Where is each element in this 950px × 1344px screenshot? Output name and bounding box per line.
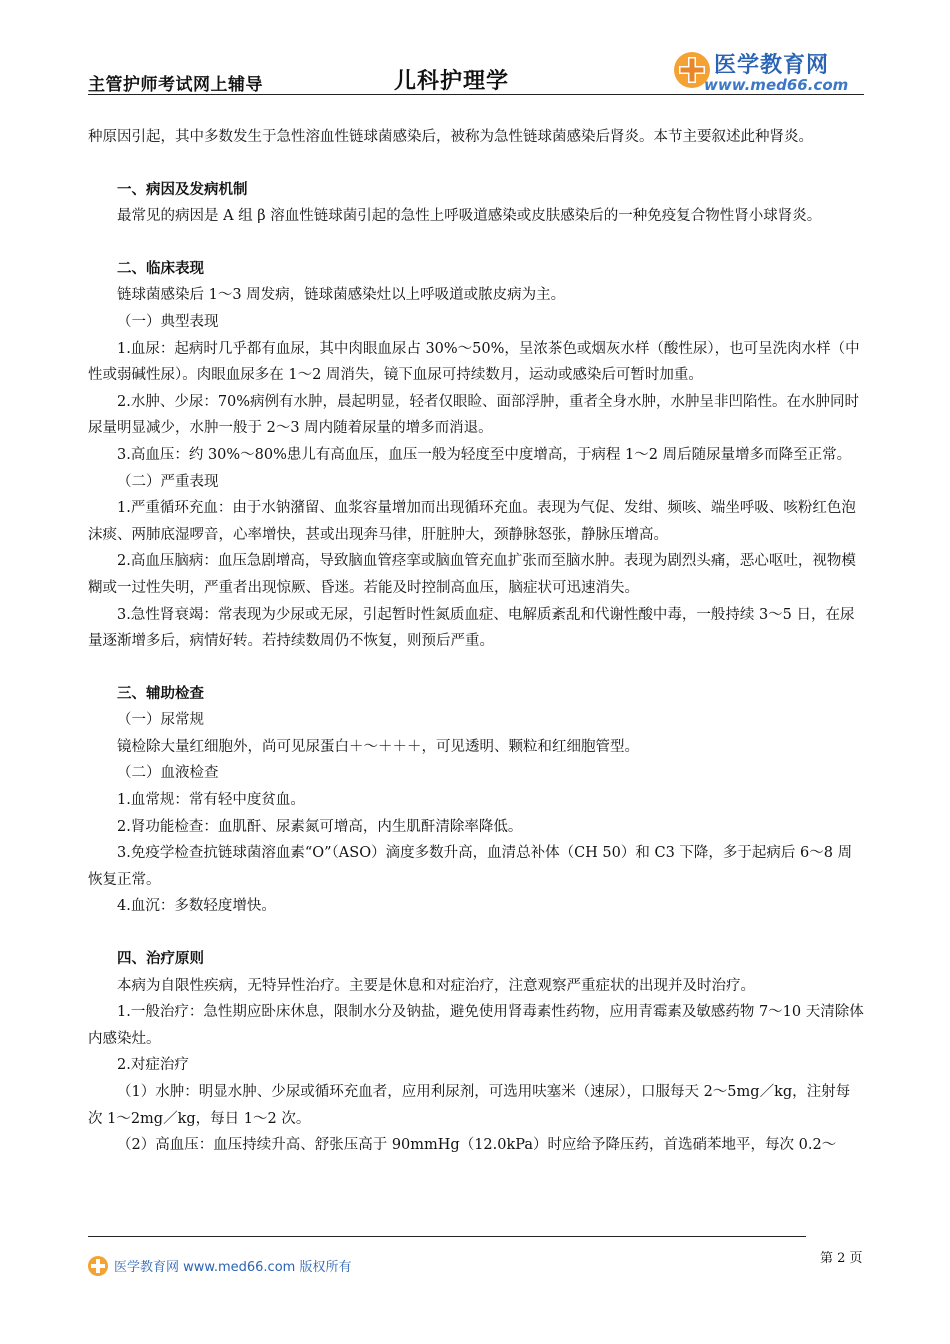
- paragraph: 1.严重循环充血：由于水钠潴留、血浆容量增加而出现循环充血。表现为气促、发绀、频咳、端坐呼吸、咳粉红色泡沫痰、两肺底湿啰音，心率增快，甚或出现奔马律，肝脏肿大，颈静脉怒张，静脉压增高。: [88, 500, 856, 543]
- paragraph: 2.水肿、少尿：70%病例有水肿，晨起明显，轻者仅眼睑、面部浮肿，重者全身水肿，水肿呈非凹陷性。在水肿同时尿量明显减少，水肿一般于 2～3 周内随着尿量的增多而消退。: [88, 393, 860, 437]
- paragraph: 3.免疫学检查抗链球菌溶血素“O”（ASO）滴度多数升高，血清总补体（CH 50）和 C3 下降，多于起病后 6～8 周恢复正常。: [88, 845, 853, 888]
- paragraph: 3.高血压：约 30%～80%患儿有高血压，血压一般为轻度至中度增高，于病程 1～2 周后随尿量增多而降至正常。: [117, 446, 852, 463]
- logo-site-name: 医学教育网: [714, 53, 830, 78]
- paragraph: （二）血液检查: [117, 765, 219, 782]
- page-footer: [88, 1254, 864, 1278]
- paragraph: 2.肾功能检查：血肌酐、尿素氮可增高，内生肌酐清除率降低。: [117, 818, 523, 835]
- footer-divider: [88, 1236, 806, 1237]
- paragraph: 镜检除大量红细胞外，尚可见尿蛋白＋～＋＋＋，可见透明、颗粒和红细胞管型。: [117, 738, 639, 755]
- paragraph: 1.血尿：起病时几乎都有血尿，其中肉眼血尿占 30%～50%，呈浓茶色或烟灰水样（酸性尿），也可呈洗肉水样（中性或弱碱性尿）。肉眼血尿多在 1～2 周消失，镜下血尿可持续数月，运动或感染后可暂时加重。: [88, 340, 860, 384]
- paragraph: 1.血常规：常有轻中度贫血。: [117, 792, 305, 809]
- paragraph: 种原因引起，其中多数发生于急性溶血性链球菌感染后，被称为急性链球菌感染后肾炎。本节主要叙述此种肾炎。: [88, 129, 813, 145]
- paragraph: （一）尿常规: [117, 712, 204, 729]
- page-number: 第 2 页: [820, 1251, 863, 1266]
- footer-copyright: 医学教育网 www.med66.com 版权所有: [114, 1260, 352, 1275]
- section-heading: 一、病因及发病机制: [117, 181, 248, 198]
- section-heading: 三、辅助检查: [117, 685, 204, 702]
- section-heading: 二、临床表现: [117, 260, 204, 277]
- paragraph: （一）典型表现: [117, 313, 219, 330]
- paragraph: 本病为自限性疾病，无特异性治疗。主要是休息和对症治疗，注意观察严重症状的出现并及时治疗。: [117, 977, 755, 994]
- logo-site-url: www.med66.com: [704, 76, 849, 94]
- header-divider: [88, 94, 864, 95]
- paragraph: （1）水肿：明显水肿、少尿或循环充血者，应用利尿剂，可选用呋塞米（速尿），口服每天 2～5mg／kg，注射每次 1～2mg／kg，每日 1～2 次。: [88, 1084, 851, 1127]
- paragraph: （2）高血压：血压持续升高、舒张压高于 90mmHg（12.0kPa）时应给予降压药，首选硝苯地平，每次 0.2～: [117, 1137, 837, 1154]
- medical-cross-icon: [88, 1256, 108, 1276]
- section-heading: 四、治疗原则: [117, 951, 204, 968]
- paragraph: 2.对症治疗: [117, 1057, 189, 1074]
- paragraph: 2.高血压脑病：血压急剧增高，导致脑血管痉挛或脑血管充血扩张而至脑水肿。表现为剧烈头痛，恶心呕吐，视物模糊或一过性失明，严重者出现惊厥、昏迷。若能及时控制高血压，脑症状可迅速消失。: [88, 553, 856, 596]
- document-body: [88, 124, 864, 1159]
- header-subject-title: 儿科护理学: [394, 69, 510, 94]
- paragraph: 4.血沉：多数轻度增快。: [117, 898, 276, 915]
- paragraph: 最常见的病因是 A 组 β 溶血性链球菌引起的急性上呼吸道感染或皮肤感染后的一种免疫复合物性肾小球肾炎。: [117, 208, 822, 225]
- paragraph: 3.急性肾衰竭：常表现为少尿或无尿，引起暂时性氮质血症、电解质紊乱和代谢性酸中毒，一般持续 3～5 日，在尿量逐渐增多后，病情好转。若持续数周仍不恢复，则预后严重。: [88, 606, 855, 650]
- header-course-title: 主管护师考试网上辅导: [88, 75, 263, 95]
- paragraph: 链球菌感染后 1～3 周发病，链球菌感染灶以上呼吸道或脓皮病为主。: [117, 287, 566, 304]
- paragraph: 1.一般治疗：急性期应卧床休息，限制水分及钠盐，避免使用肾毒素性药物，应用青霉素及敏感药物 7～10 天清除体内感染灶。: [88, 1004, 864, 1047]
- site-logo[interactable]: [674, 50, 864, 94]
- page-header: [88, 48, 864, 96]
- paragraph: （二）严重表现: [117, 473, 219, 490]
